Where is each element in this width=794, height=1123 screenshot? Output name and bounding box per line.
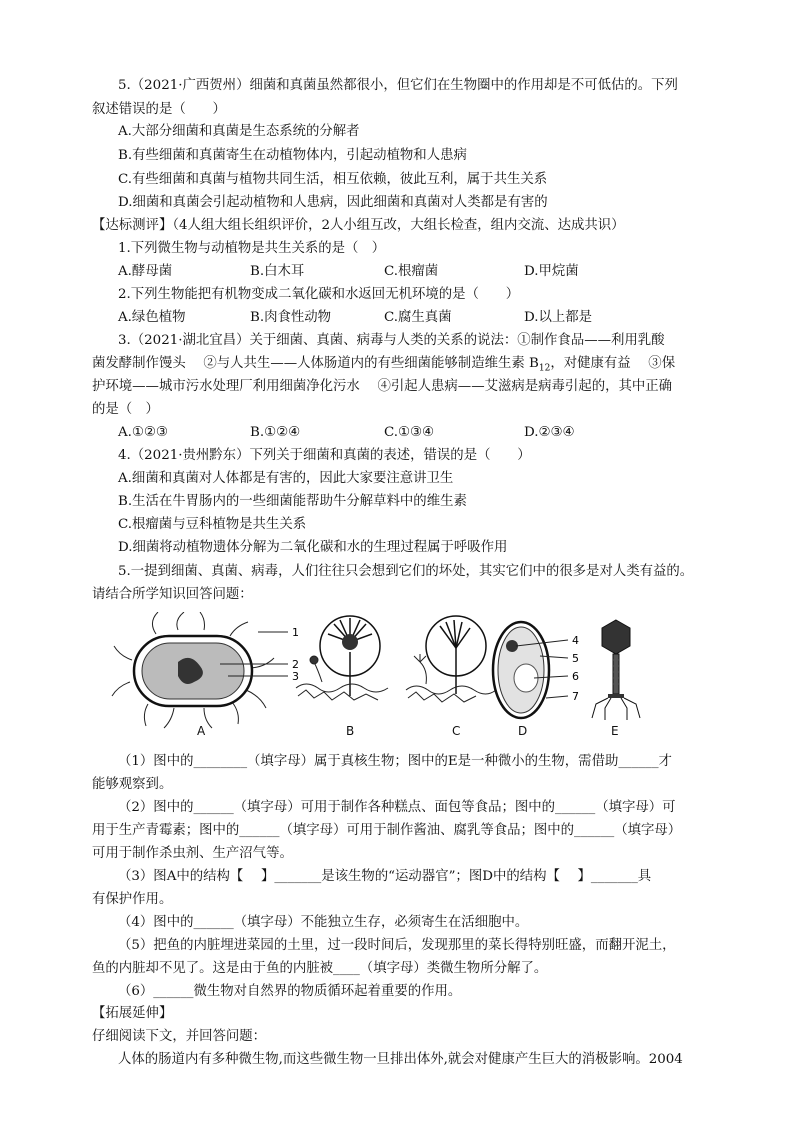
section-heading-extension: 【拓展延伸】 (92, 1006, 173, 1021)
figure-label-d: D (518, 724, 528, 738)
test5-sub5-line2: 鱼的内脏却不见了。这是由于鱼的内脏被____（填字母）类微生物所分解了。 (92, 961, 548, 976)
test5-sub2-line1: （2）图中的______（填字母）可用于制作各种糕点、面包等食品；图中的______（填字母）可 (118, 800, 676, 815)
test2-option-a: A.绿色植物 (118, 310, 186, 325)
test5-sub3-line1: （3）图A中的结构【 】_______是该生物的“运动器官”；图D中的结构【 】_______具 (118, 869, 652, 884)
test2-option-c: C.腐生真菌 (384, 310, 452, 325)
figure-label-e: E (611, 724, 619, 738)
test3-option-a: A.①②③ (118, 425, 168, 440)
figure-label-a: A (197, 724, 206, 738)
fig-number-5: 5 (572, 652, 579, 665)
q5-option-a: A.大部分细菌和真菌是生态系统的分解者 (118, 124, 360, 139)
test4-stem: 4.（2021·贵州黔东）下列关于细菌和真菌的表述，错误的是（ ） (118, 448, 531, 463)
test3-stem-line1: 3.（2021·湖北宜昌）关于细菌、真菌、病毒与人类的关系的说法：①制作食品——利用乳酸 (118, 333, 665, 348)
test1-option-c: C.根瘤菌 (384, 264, 439, 279)
test5-sub2-line2: 用于生产青霉素；图中的______（填字母）可用于制作酱油、腐乳等食品；图中的______（填字母） (92, 823, 682, 838)
test3-option-b: B.①②④ (250, 425, 301, 440)
test5-sub3-line2: 有保护作用。 (92, 892, 173, 907)
test1-option-b: B.白木耳 (250, 264, 305, 279)
figure-label-b: B (346, 724, 355, 738)
figure-b-mold-icon (296, 616, 388, 700)
test3-option-d: D.②③④ (524, 425, 575, 440)
fig-number-6: 6 (572, 670, 579, 683)
fig-number-1: 1 (292, 626, 299, 639)
test2-stem: 2.下列生物能把有机物变成二氧化碳和水返回无机环境的是（ ） (118, 287, 520, 302)
test4-option-c: C.根瘤菌与豆科植物是共生关系 (118, 517, 307, 532)
q5-stem-line1: 5.（2021·广西贺州）细菌和真菌虽然都很小，但它们在生物圈中的作用却是不可低估的。下列 (118, 78, 678, 93)
fig-number-2: 2 (292, 658, 299, 671)
q5-option-b: B.有些细菌和真菌寄生在动植物体内，引起动植物和人患病 (118, 148, 467, 163)
test5-sub5-line1: （5）把鱼的内脏埋进菜园的土里，过一段时间后，发现那里的菜长得特别旺盛，而翻开泥土， (118, 938, 676, 953)
figure-e-bacteriophage-icon (592, 620, 640, 720)
test5-sub6: （6）______微生物对自然界的物质循环起着重要的作用。 (118, 984, 462, 999)
test5-stem-line1: 5.一提到细菌、真菌、病毒，人们往往只会想到它们的坏处，其实它们中的很多是对人类有益的。 (118, 564, 694, 579)
fig-number-3: 3 (292, 670, 299, 683)
test5-sub1-line2: 能够观察到。 (92, 777, 173, 792)
vitamin-subscript: 12 (538, 363, 551, 374)
test4-option-a: A.细菌和真菌对人体都是有害的，因此大家要注意讲卫生 (118, 471, 454, 486)
test1-option-d: D.甲烷菌 (524, 264, 579, 279)
test4-option-d: D.细菌将动植物遗体分解为二氧化碳和水的生理过程属于呼吸作用 (118, 540, 508, 555)
test5-sub1-line1: （1）图中的________（填字母）属于真核生物；图中的E是一种微小的生物，需借助______才 (118, 754, 672, 769)
test3-line2-part2: ，对健康有益 ③保 (550, 356, 676, 371)
fig-number-4: 4 (572, 634, 579, 647)
test2-option-d: D.以上都是 (524, 310, 593, 325)
test1-option-a: A.酵母菌 (118, 264, 173, 279)
figure-d-yeast-icon (493, 622, 579, 718)
figure-label-c: C (452, 724, 461, 738)
test5-stem-line2: 请结合所学知识回答问题： (92, 587, 253, 602)
test3-stem-line2 (92, 354, 675, 379)
test3-option-c: C.①③④ (384, 425, 435, 440)
extension-intro: 仔细阅读下文，并回答问题： (92, 1029, 267, 1044)
extension-paragraph: 人体的肠道内有多种微生物,而这些微生物一旦排出体外,就会对健康产生巨大的消极影响。2004 (118, 1052, 683, 1067)
q5-option-d: D.细菌和真菌会引起动植物和人患病，因此细菌和真菌对人类都是有害的 (118, 195, 548, 210)
q5-stem-line2: 叙述错误的是（ ） (92, 102, 226, 117)
test3-line2-part1: 菌发酵制作馒头 ②与人共生——人体肠道内的有些细菌能够制造维生素 B (92, 356, 539, 371)
figure-c-penicillium-icon (406, 616, 496, 702)
section-heading-test: 【达标测评】（4人组大组长组织评价，2人小组互改，大组长检查，组内交流、达成共识） (92, 218, 625, 233)
test3-stem-line4: 的是（ ） (92, 402, 159, 417)
test3-stem-line3: 护环境——城市污水处理厂利用细菌净化污水 ④引起人患病——艾滋病是病毒引起的，其中正确 (92, 379, 673, 394)
test4-option-b: B.生活在牛胃肠内的一些细菌能帮助牛分解草料中的维生素 (118, 494, 467, 509)
q5-option-c: C.有些细菌和真菌与植物共同生活，相互依赖，彼此互利，属于共生关系 (118, 172, 548, 187)
test1-stem: 1.下列微生物与动植物是共生关系的是（ ） (118, 241, 386, 256)
test5-sub4: （4）图中的______（填字母）不能独立生存，必须寄生在活细胞中。 (118, 915, 529, 930)
test2-option-b: B.肉食性动物 (250, 310, 332, 325)
test5-sub2-line3: 可用于制作杀虫剂、生产沼气等。 (92, 846, 293, 861)
fig-number-7: 7 (572, 690, 579, 703)
figure-a-bacterium-icon (112, 612, 299, 728)
